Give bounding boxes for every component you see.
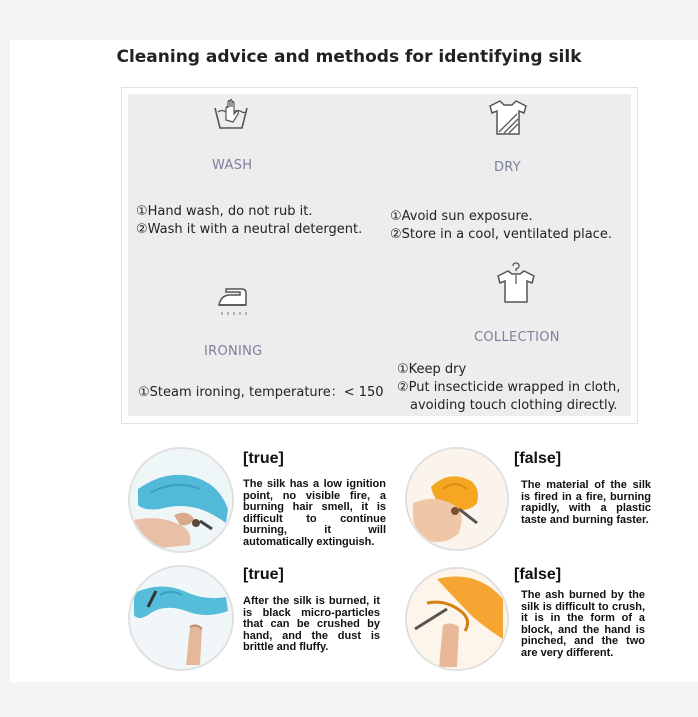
test-description-false-1: The material of the silk is fired in a fire, burning rapidly, with a plastic taste and burning faster. [521, 479, 651, 526]
burn-test-photo-false-1 [405, 447, 509, 551]
dry-label: DRY [494, 160, 522, 175]
collection-instructions [397, 361, 620, 415]
ironing-instructions [138, 384, 384, 402]
page-title: Cleaning advice and methods for identifying silk [116, 47, 582, 67]
verdict-label-true-1: [true] [243, 450, 284, 467]
wash-line-1: ①Hand wash, do not rub it. [136, 204, 313, 219]
wash-instructions [136, 203, 362, 239]
verdict-label-true-2: [true] [243, 566, 284, 583]
wash-line-2: ②Wash it with a neutral detergent. [136, 222, 363, 237]
test-description-false-2: The ash burned by the silk is difficult to crush, it is in the form of a block, and the hand is pinched, and the two are very different. [521, 589, 645, 659]
verdict-label-false-1: [false] [514, 450, 562, 467]
hand-wash-icon [212, 98, 250, 130]
burn-test-photo-true-2 [128, 565, 234, 671]
burn-test-photo-false-2 [405, 567, 509, 671]
shirt-dry-icon [488, 100, 528, 136]
dry-instructions [390, 208, 612, 244]
test-description-true-2: After the silk is burned, it is black micro-particles that can be crushed by hand, and the dust is brittle and fluffy. [243, 595, 380, 653]
iron-icon [216, 283, 252, 319]
test-description-true-1: The silk has a low ignition point, no visible fire, a burning hair smell, it is difficult to continue burning, it will automatically extinguish. [243, 478, 386, 548]
hanger-shirt-icon [496, 262, 536, 304]
burn-test-photo-true-1 [128, 447, 234, 553]
collection-label: COLLECTION [474, 330, 560, 345]
dry-line-1: ①Avoid sun exposure. [390, 209, 533, 224]
dry-line-2: ②Store in a cool, ventilated place. [390, 227, 612, 242]
collection-line-1: ①Keep dry [397, 362, 467, 377]
ironing-label: IRONING [204, 344, 263, 359]
wash-label: WASH [212, 158, 253, 173]
ironing-line-1: ①Steam ironing, temperature：< 150 [138, 385, 384, 400]
collection-line-2: ②Put insecticide wrapped in cloth, [397, 380, 621, 395]
verdict-label-false-2: [false] [514, 566, 562, 583]
collection-line-3: avoiding touch clothing directly. [410, 398, 618, 413]
